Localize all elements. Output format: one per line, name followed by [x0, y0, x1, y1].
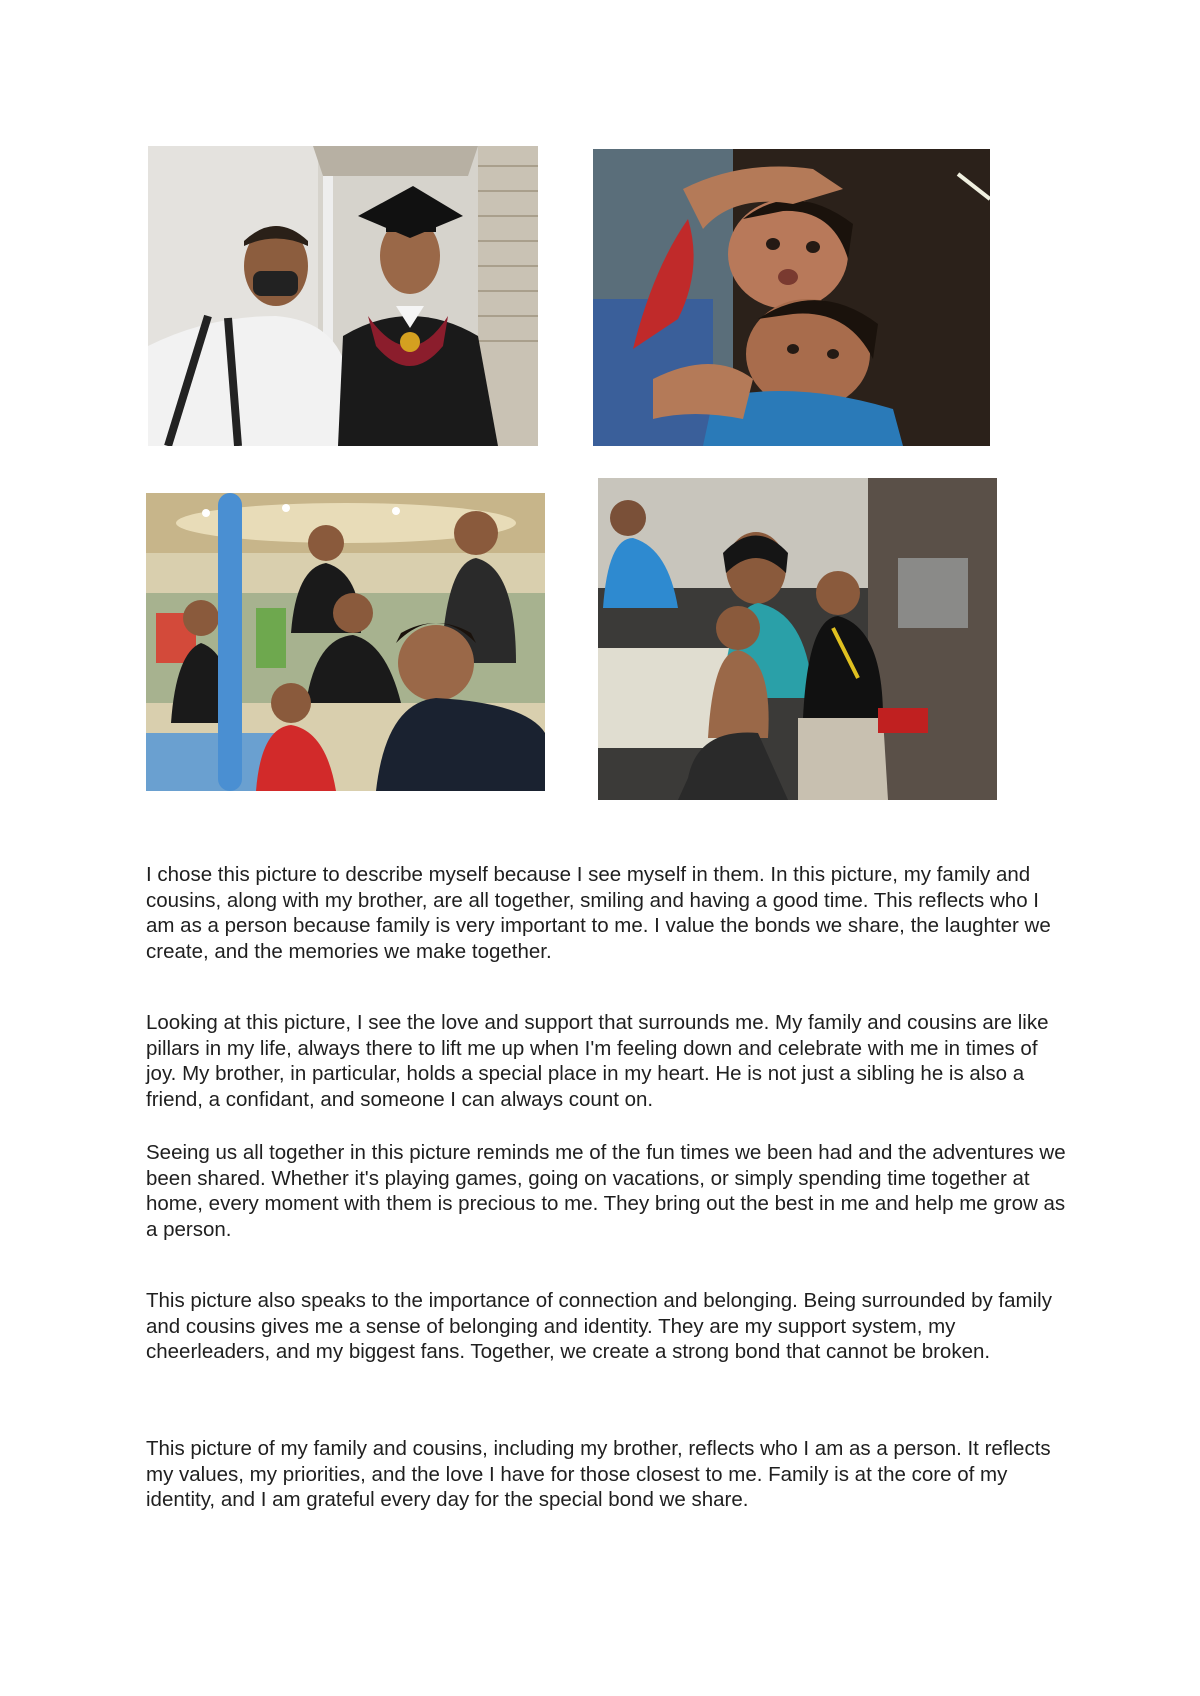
photo-graduation-selfie [148, 146, 538, 446]
photo-mall-group [146, 493, 545, 791]
photo-family-home [598, 478, 997, 800]
paragraph-1: I chose this picture to describe myself because I see myself in them. In this picture, my family and cousins, along with my brother, are all together, smiling and having a good time. This reflects who I am as a person because family is very important to me. I value the bonds we share, the laughter we create, and the memories we make together. [146, 863, 1051, 963]
paragraph-4: This picture also speaks to the importance of connection and belonging. Being surrounded by family and cousins gives me a sense of belonging and identity. They are my support system, my cheerleaders, and my biggest fans. Together, we create a strong bond that cannot be broken. [146, 1289, 1052, 1364]
photo-two-boys [593, 149, 990, 446]
paragraph-2: Looking at this picture, I see the love and support that surrounds me. My family and cousins are like pillars in my life, always there to lift me up when I'm feeling down and celebrate with me in times of joy. My brother, in particular, holds a special place in my heart. He is not just a sibling he is also a friend, a confidant, and someone I can always count on. [146, 1011, 1049, 1111]
paragraph-3: Seeing us all together in this picture reminds me of the fun times we been had and the adventures we been shared. Whether it's playing games, going on vacations, or simply spending time together at home, every moment with them is precious to me. They bring out the best in me and help me grow as a person. [146, 1141, 1066, 1241]
paragraph-5: This picture of my family and cousins, including my brother, reflects who I am as a person. It reflects my values, my priorities, and the love I have for those closest to me. Family is at the core of my identity, and I am grateful every day for the special bond we share. [146, 1437, 1051, 1512]
